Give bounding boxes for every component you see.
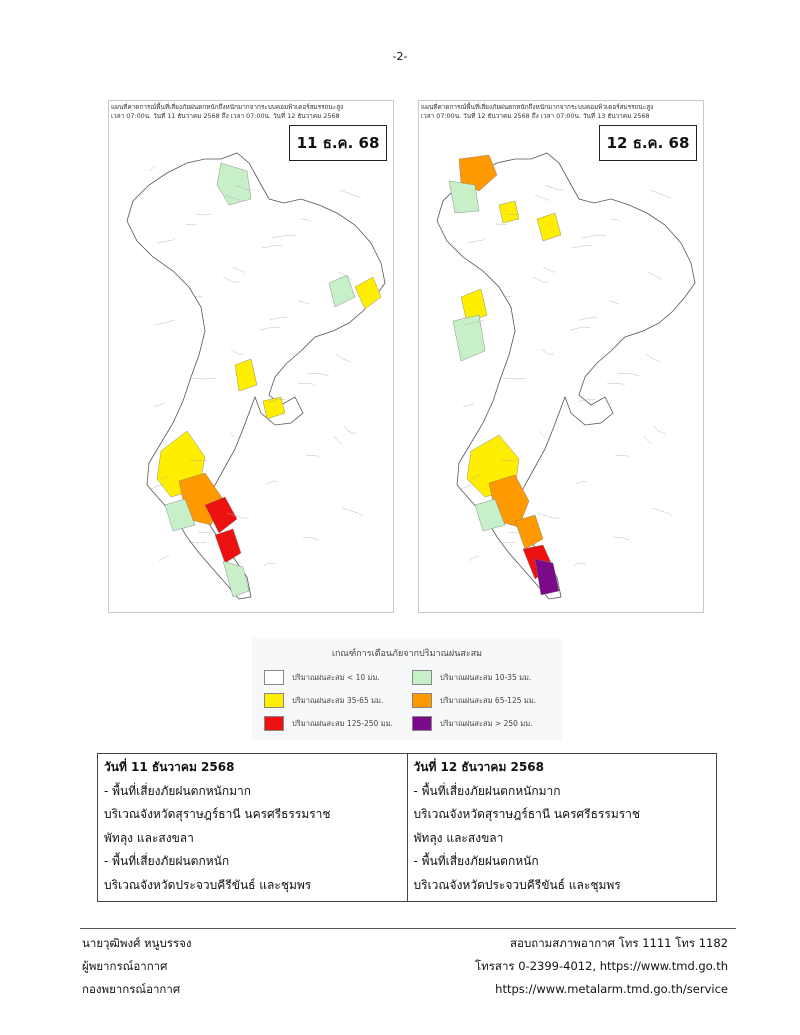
day2-line: บริเวณจังหวัดประจวบคีรีขันธ์ และชุมพร xyxy=(413,877,621,892)
legend-swatch xyxy=(264,670,284,685)
district-boundary xyxy=(576,481,587,484)
district-boundary xyxy=(342,508,362,516)
map-caption-line2: เวลา 07:00น. วันที่ 12 ธันวาคม 2568 ถึง เวลา 07:00น. วันที่ 13 ธันวาคม 2568 xyxy=(421,112,650,120)
forecaster-title: ผู้พยากรณ์อากาศ xyxy=(82,959,168,973)
legend-swatch xyxy=(412,670,432,685)
day1-line: บริเวณจังหวัดสุราษฎร์ธานี นครศรีธรรมราช xyxy=(104,807,331,821)
day2-header: วันที่ 12 ธันวาคม 2568 xyxy=(413,760,544,774)
legend-label: ปริมาณฝนสะสม 65-125 มม. xyxy=(440,695,537,705)
district-boundary xyxy=(654,426,666,434)
district-boundary xyxy=(340,190,361,198)
forecast-table xyxy=(97,753,717,902)
forecaster-name: นายวุฒิพงศ์ หนูบรรจง xyxy=(82,936,192,950)
legend-label: ปริมาณฝนสะสม < 10 มม. xyxy=(292,672,380,682)
day2-line: - พื้นที่เสี่ยงภัยฝนตกหนัก xyxy=(413,854,539,868)
thailand-outline xyxy=(437,153,695,599)
day1-header: วันที่ 11 ธันวาคม 2568 xyxy=(104,760,235,774)
district-boundary xyxy=(644,436,652,444)
contact-phone: สอบถามสภาพอากาศ โทร 1111 โทร 1182 xyxy=(510,936,728,950)
legend-item xyxy=(412,693,536,708)
map-caption-line2: เวลา 07:00น. วันที่ 11 ธันวาคม 2568 ถึง เวลา 07:00น. วันที่ 12 ธันวาคม 2568 xyxy=(111,112,340,120)
legend-item xyxy=(264,670,380,685)
thailand-map-image xyxy=(109,101,393,612)
district-boundary xyxy=(336,354,351,362)
table-cell-day2 xyxy=(407,754,717,902)
map-caption xyxy=(421,103,653,121)
forecaster-division: กองพยากรณ์อากาศ xyxy=(82,982,181,996)
footer-left xyxy=(82,932,192,1001)
district-boundary xyxy=(159,556,169,561)
day2-line: พัทลุง และสงขลา xyxy=(413,830,504,845)
district-boundary xyxy=(344,426,356,434)
rain-risk-zone xyxy=(453,315,485,361)
district-boundary xyxy=(153,402,165,407)
footer-divider xyxy=(80,928,736,929)
day1-line: บริเวณจังหวัดประจวบคีรีขันธ์ และชุมพร xyxy=(104,877,312,892)
district-boundary xyxy=(469,556,479,561)
district-boundary xyxy=(615,455,630,458)
district-boundary xyxy=(155,320,174,325)
district-boundary xyxy=(266,481,277,484)
district-boundary xyxy=(617,373,639,376)
legend-swatch xyxy=(412,716,432,731)
contact-service-url: https://www.metalarm.tmd.go.th/service xyxy=(495,982,728,996)
legend-label: ปริมาณฝนสะสม 35-65 มม. xyxy=(292,695,384,705)
district-boundary xyxy=(607,383,625,386)
legend-item xyxy=(412,670,531,685)
district-boundary xyxy=(297,383,315,386)
legend-label: ปริมาณฝนสะสม 10-35 มม. xyxy=(440,672,532,682)
map-caption-line1: แผนที่คาดการณ์พื้นที่เสี่ยงภัยฝนตกหนักถึงหนักมากจากระบบคอมพิวเตอร์สมรรถนะสูง xyxy=(111,103,344,111)
legend-swatch xyxy=(412,693,432,708)
district-boundary xyxy=(149,166,155,171)
day2-line: บริเวณจังหวัดสุราษฎร์ธานี นครศรีธรรมราช xyxy=(413,807,641,821)
district-boundary xyxy=(646,354,661,362)
day1-line: - พื้นที่เสี่ยงภัยฝนตกหนัก xyxy=(104,854,230,868)
day1-line: พัทลุง และสงขลา xyxy=(104,830,194,845)
map-caption xyxy=(111,103,343,121)
legend-label: ปริมาณฝนสะสม > 250 มม. xyxy=(440,718,533,728)
thailand-outline xyxy=(127,153,385,599)
legend-swatch xyxy=(264,716,284,731)
map-date-label: 11 ธ.ค. 68 xyxy=(289,125,387,161)
district-boundary xyxy=(652,508,672,516)
day2-line: - พื้นที่เสี่ยงภัยฝนตกหนักมาก xyxy=(413,783,561,798)
district-boundary xyxy=(650,190,671,198)
legend-item xyxy=(264,716,393,731)
district-boundary xyxy=(303,537,319,540)
legend-swatch xyxy=(264,693,284,708)
rain-map-day1 xyxy=(108,100,394,613)
thailand-map-image xyxy=(419,101,703,612)
rain-legend xyxy=(252,638,562,740)
legend-item xyxy=(412,716,533,731)
table-cell-day1 xyxy=(98,754,408,902)
district-boundary xyxy=(305,455,320,458)
legend-title: เกณฑ์การเตือนภัยจากปริมาณฝนสะสม xyxy=(331,649,483,659)
page-number: -2- xyxy=(392,50,408,63)
day1-line: - พื้นที่เสี่ยงภัยฝนตกหนักมาก xyxy=(104,783,252,798)
district-boundary xyxy=(574,563,586,566)
district-boundary xyxy=(463,402,475,407)
footer-right xyxy=(475,932,728,1001)
district-boundary xyxy=(334,436,342,444)
table-row xyxy=(98,754,717,902)
map-caption-line1: แผนที่คาดการณ์พื้นที่เสี่ยงภัยฝนตกหนักถึงหนักมากจากระบบคอมพิวเตอร์สมรรถนะสูง xyxy=(421,103,654,111)
rain-map-day2 xyxy=(418,100,704,613)
rain-risk-zone xyxy=(535,559,559,595)
district-boundary xyxy=(307,373,329,376)
district-boundary xyxy=(613,537,629,540)
contact-fax-website: โทรสาร 0-2399-4012, https://www.tmd.go.th xyxy=(475,959,728,973)
map-date-label: 12 ธ.ค. 68 xyxy=(599,125,697,161)
district-boundary xyxy=(264,563,276,566)
legend-label: ปริมาณฝนสะสม 125-250 มม. xyxy=(292,718,393,728)
district-boundary xyxy=(537,513,559,518)
legend-item xyxy=(264,693,383,708)
